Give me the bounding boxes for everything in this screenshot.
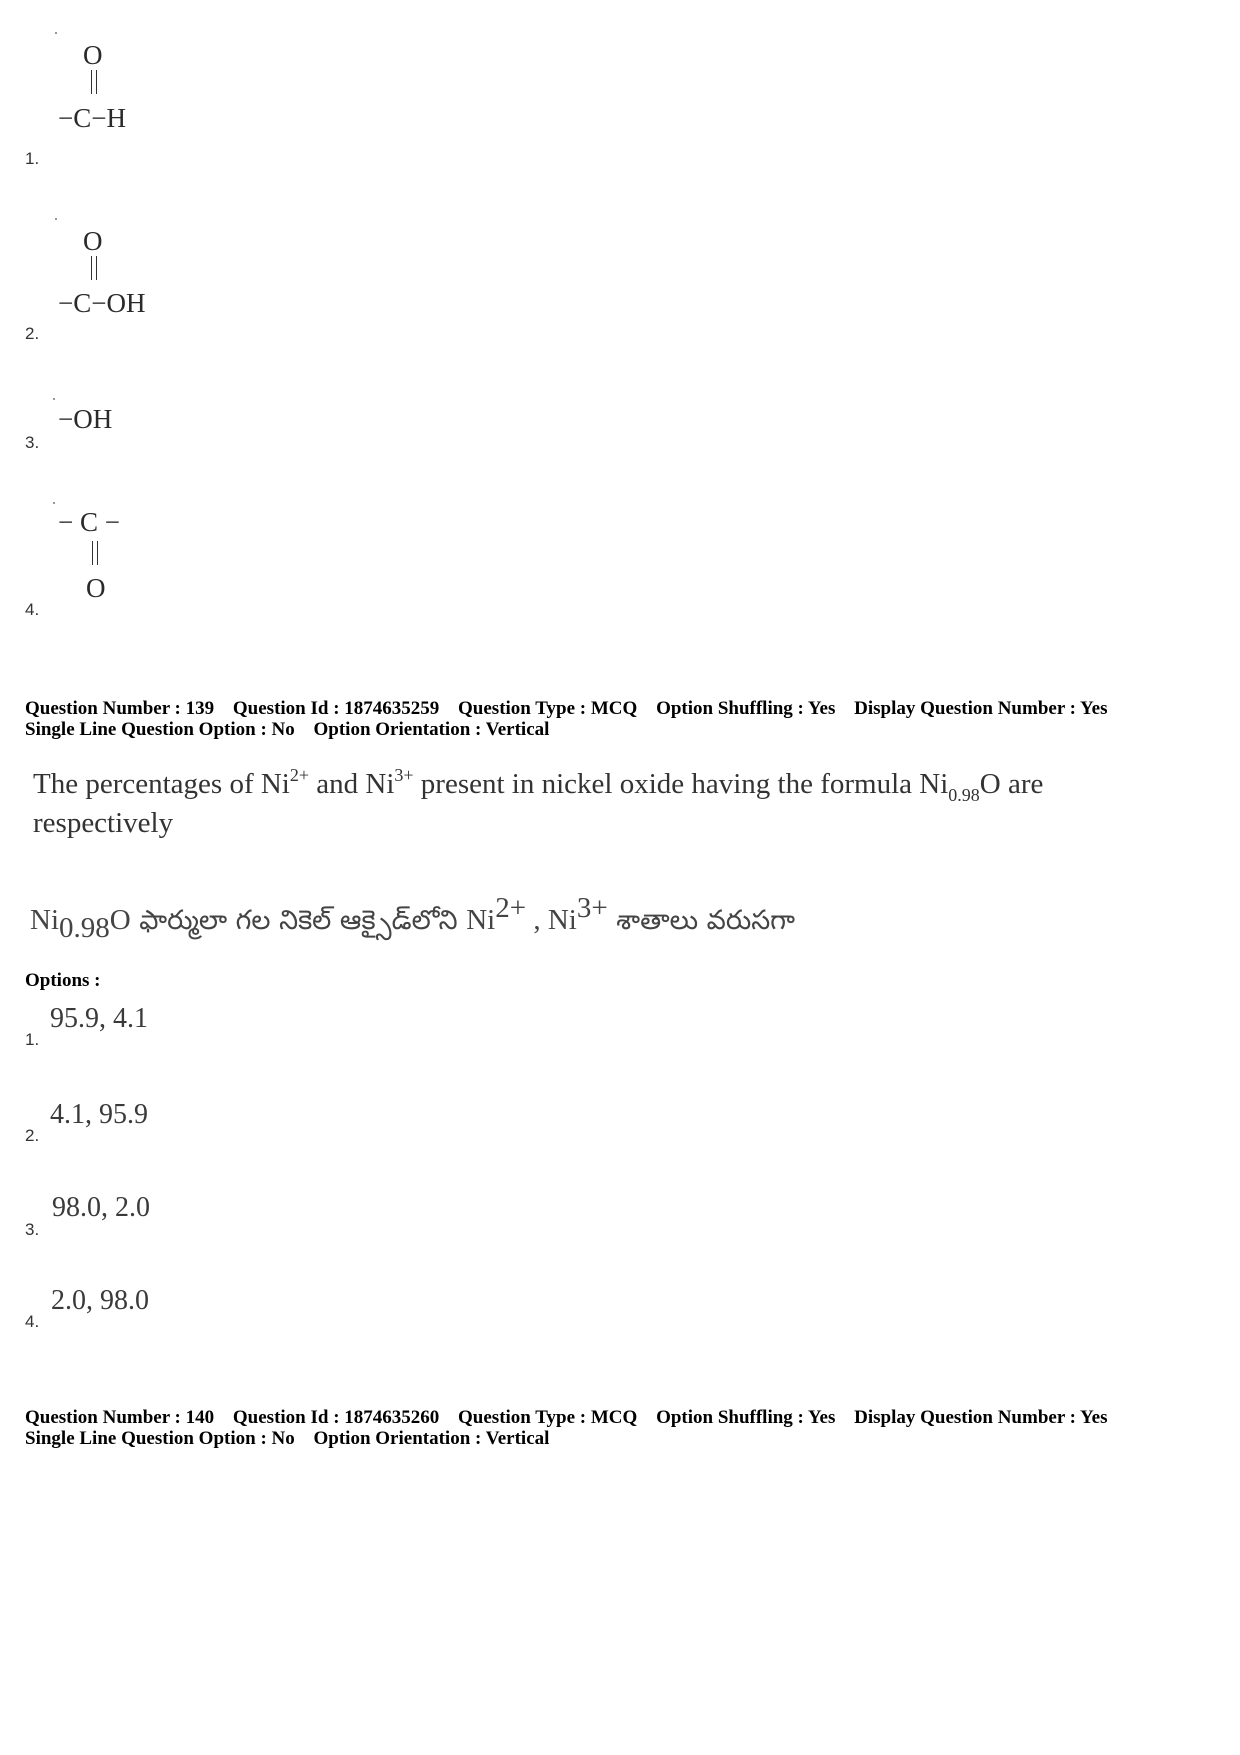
- carbonyl-carbon: − C −: [58, 507, 120, 537]
- double-bond: [92, 541, 98, 565]
- subscript: 0.98: [948, 785, 980, 805]
- question-id: Question Id : 1874635259: [232, 698, 440, 719]
- question-139-meta-line1: [25, 698, 1121, 719]
- carbonyl-oxygen: O: [86, 573, 106, 603]
- double-bond: [91, 70, 97, 94]
- question-139-text-english-line2: respectively: [33, 807, 174, 839]
- telugu-text: శాతాలు వరుసగా: [607, 905, 796, 936]
- question-139-meta-line2: [25, 719, 563, 740]
- formula: Ni: [547, 904, 577, 936]
- question-id: Question Id : 1874635260: [232, 1407, 440, 1428]
- option-value: 95.9, 4.1: [50, 1003, 148, 1034]
- option-number: 4.: [25, 600, 40, 619]
- question-type: Question Type : MCQ: [458, 698, 638, 719]
- question-number: Question Number : 139: [25, 698, 215, 719]
- superscript: 2+: [495, 892, 527, 924]
- q-text: O are: [979, 768, 1044, 800]
- option-number: 1.: [25, 1030, 40, 1049]
- option-value: 2.0, 98.0: [51, 1285, 149, 1316]
- aldehyde-group: −C−H: [58, 103, 126, 133]
- option-shuffling: Option Shuffling : Yes: [656, 698, 836, 719]
- dot-mark: [53, 398, 55, 400]
- formula: Ni: [466, 904, 496, 936]
- formula: O: [109, 904, 131, 936]
- carboxyl-group: −C−OH: [58, 288, 146, 318]
- option-orientation: Option Orientation : Vertical: [313, 1428, 550, 1449]
- options-label: Options :: [25, 970, 101, 991]
- q-text: The percentages of Ni: [33, 768, 290, 800]
- superscript: 3+: [576, 892, 608, 924]
- display-question-number: Display Question Number : Yes: [854, 698, 1108, 719]
- option-number: 3.: [25, 1220, 40, 1239]
- question-type: Question Type : MCQ: [458, 1407, 638, 1428]
- subscript: 0.98: [59, 912, 110, 944]
- question-139-text-english: [33, 765, 1043, 806]
- option-orientation: Option Orientation : Vertical: [313, 719, 550, 740]
- option-number: 4.: [25, 1312, 40, 1331]
- q-text: present in nickel oxide having the formula Ni: [413, 768, 949, 800]
- question-140-meta-line2: [25, 1428, 563, 1449]
- dot-mark: [55, 218, 57, 220]
- question-number: Question Number : 140: [25, 1407, 215, 1428]
- option-shuffling: Option Shuffling : Yes: [656, 1407, 836, 1428]
- superscript: 3+: [394, 765, 414, 785]
- display-question-number: Display Question Number : Yes: [854, 1407, 1108, 1428]
- option-number: 2.: [25, 324, 40, 343]
- superscript: 2+: [289, 765, 310, 785]
- option-number: 1.: [25, 149, 40, 168]
- carbonyl-oxygen: O: [83, 226, 103, 256]
- dot-mark: [55, 32, 57, 34]
- single-line-option: Single Line Question Option : No: [25, 1428, 295, 1449]
- single-line-option: Single Line Question Option : No: [25, 719, 295, 740]
- separator: ,: [526, 904, 548, 936]
- dot-mark: [53, 502, 55, 504]
- carbonyl-oxygen: O: [83, 40, 103, 70]
- option-value: 98.0, 2.0: [52, 1192, 150, 1223]
- option-value: 4.1, 95.9: [50, 1099, 148, 1130]
- q-text: and Ni: [309, 768, 395, 800]
- question-140-meta-line1: [25, 1407, 1121, 1428]
- question-139-text-telugu: [30, 892, 796, 944]
- hydroxyl-group: −OH: [58, 404, 113, 434]
- formula: Ni: [30, 904, 59, 936]
- option-number: 3.: [25, 433, 40, 452]
- option-number: 2.: [25, 1126, 40, 1145]
- double-bond: [91, 256, 97, 280]
- telugu-text: ఫార్ములా గల నికెల్ ఆక్సైడ్‌లోని: [130, 905, 467, 936]
